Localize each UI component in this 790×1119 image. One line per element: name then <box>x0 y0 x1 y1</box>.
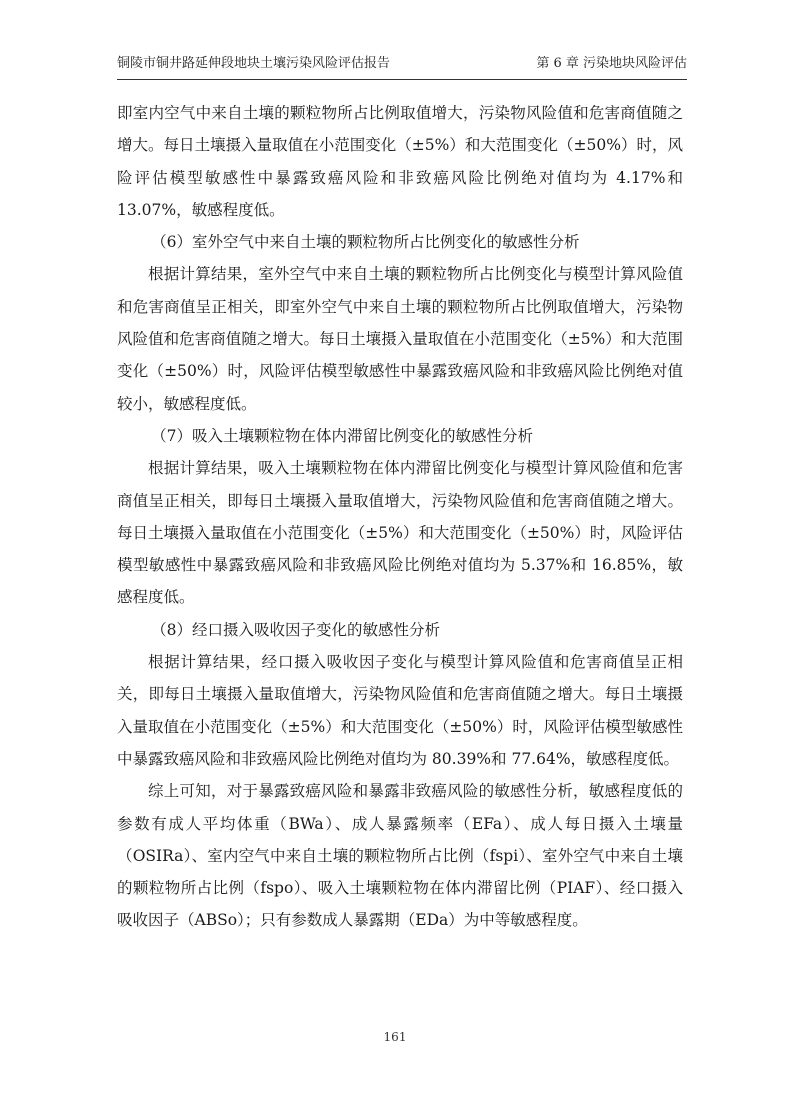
paragraph-continuation: 即室内空气中来自土壤的颗粒物所占比例取值增大，污染物风险值和危害商值随之增大。每日土壤摄入量取值在小范围变化（±5%）和大范围变化（±50%）时，风险评估模型敏感性中暴露致癌风险和非致癌风险比例绝对值均为 4.17%和 13.07%，敏感程度低。 <box>117 104 683 219</box>
paragraph-summary: 综上可知，对于暴露致癌风险和暴露非致癌风险的敏感性分析，敏感程度低的参数有成人平均体重（BWa）、成人暴露频率（EFa）、成人每日摄入土壤量（OSIRa）、室内空气中来自土壤的颗粒物所占比例（fspi）、室外空气中来自土壤的颗粒物所占比例（fspo）、吸入土壤颗粒物在体内滞留比例（PIAF）、经口摄入吸收因子（ABSo）；只有参数成人暴露期（EDa）为中等敏感程度。 <box>117 782 683 930</box>
paragraph-section-6: 根据计算结果，室外空气中来自土壤的颗粒物所占比例变化与模型计算风险值和危害商值呈正相关，即室外空气中来自土壤的颗粒物所占比例取值增大，污染物风险值和危害商值随之增大。每日土壤摄入量取值在小范围变化（±5%）和大范围变化（±50%）时，风险评估模型敏感性中暴露致癌风险和非致癌风险比例绝对值较小，敏感程度低。 <box>117 265 683 413</box>
section-heading-8: （8）经口摄入吸收因子变化的敏感性分析 <box>151 620 440 639</box>
section-heading-7: （7）吸入土壤颗粒物在体内滞留比例变化的敏感性分析 <box>151 426 533 445</box>
header-divider <box>117 79 687 80</box>
page-number: 161 <box>383 1030 407 1044</box>
page-header <box>117 52 687 76</box>
body-text <box>117 97 683 937</box>
section-heading-6: （6）室外空气中来自土壤的颗粒物所占比例变化的敏感性分析 <box>151 233 580 252</box>
chapter-title: 第 6 章 污染地块风险评估 <box>536 56 687 71</box>
paragraph-section-8: 根据计算结果，经口摄入吸收因子变化与模型计算风险值和危害商值呈正相关，即每日土壤摄入量取值增大，污染物风险值和危害商值随之增大。每日土壤摄入量取值在小范围变化（±5%）和大范围变化（±50%）时，风险评估模型敏感性中暴露致癌风险和非致癌风险比例绝对值均为 80.39%和 77.64%，敏感程度低。 <box>117 653 683 768</box>
report-title: 铜陵市铜井路延伸段地块土壤污染风险评估报告 <box>117 56 391 71</box>
paragraph-section-7: 根据计算结果，吸入土壤颗粒物在体内滞留比例变化与模型计算风险值和危害商值呈正相关，即每日土壤摄入量取值增大，污染物风险值和危害商值随之增大。每日土壤摄入量取值在小范围变化（±5%）和大范围变化（±50%）时，风险评估模型敏感性中暴露致癌风险和非致癌风险比例绝对值均为 5.37%和 16.85%，敏感程度低。 <box>117 459 683 607</box>
